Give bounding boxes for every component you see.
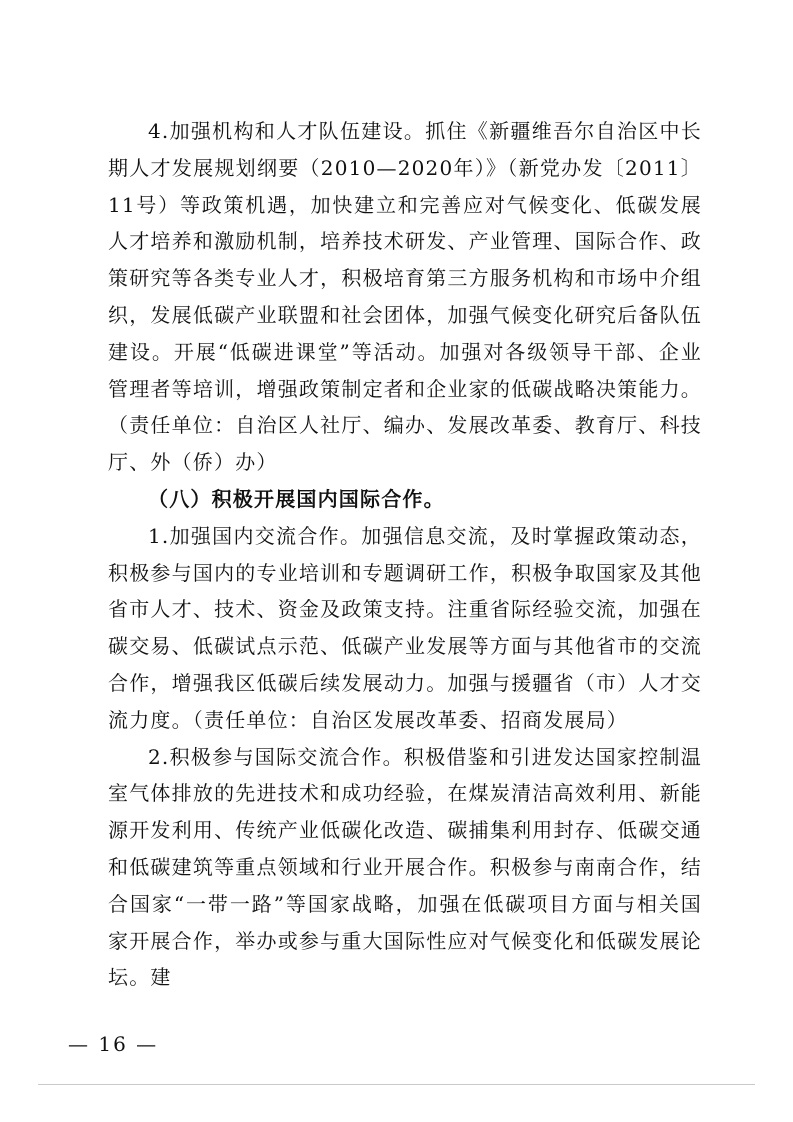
section-heading-cooperation: （八）积极开展国内国际合作。 [148, 486, 445, 511]
paragraph-international-cooperation: 2.积极参与国际交流合作。积极借鉴和引进发达国家控制温室气体排放的先进技术和成功经验，在煤炭清洁高效利用、新能源开发利用、传统产业低碳化改造、碳捕集利用封存、低碳交通和低碳建筑等重点领域和行业开展合作。积极参与南南合作，结合国家“一带一路”等国家战略，加强在低碳项目方面与相关国家开展合作，举办或参与重大国际性应对气候变化和低碳发展论坛。建 [108, 744, 702, 990]
paragraph-talent-building: 4.加强机构和人才队伍建设。抓住《新疆维吾尔自治区中长期人才发展规划纲要（2010—2020年）》（新党办发〔2011〕11号）等政策机遇，加快建立和完善应对气候变化、低碳发展人才培养和激励机制，培养技术研发、产业管理、国际合作、政策研究等各类专业人才，积极培育第三方服务机构和市场中介组织，发展低碳产业联盟和社会团体，加强气候变化研究后备队伍建设。开展“低碳进课堂”等活动。加强对各级领导干部、企业管理者等培训，增强政策制定者和企业家的低碳战略决策能力。（责任单位：自治区人社厅、编办、发展改革委、教育厅、科技厅、外（侨）办） [108, 119, 702, 475]
document-body [108, 113, 702, 996]
paragraph-domestic-cooperation: 1.加强国内交流合作。加强信息交流，及时掌握政策动态，积极参与国内的专业培训和专题调研工作，积极争取国家及其他省市人才、技术、资金及政策支持。注重省际经验交流，加强在碳交易、低碳试点示范、低碳产业发展等方面与其他省市的交流合作，增强我区低碳后续发展动力。加强与援疆省（市）人才交流力度。（责任单位：自治区发展改革委、招商发展局） [108, 523, 702, 732]
footer-divider [38, 1084, 755, 1085]
page-number: — 16 — [68, 1032, 159, 1056]
